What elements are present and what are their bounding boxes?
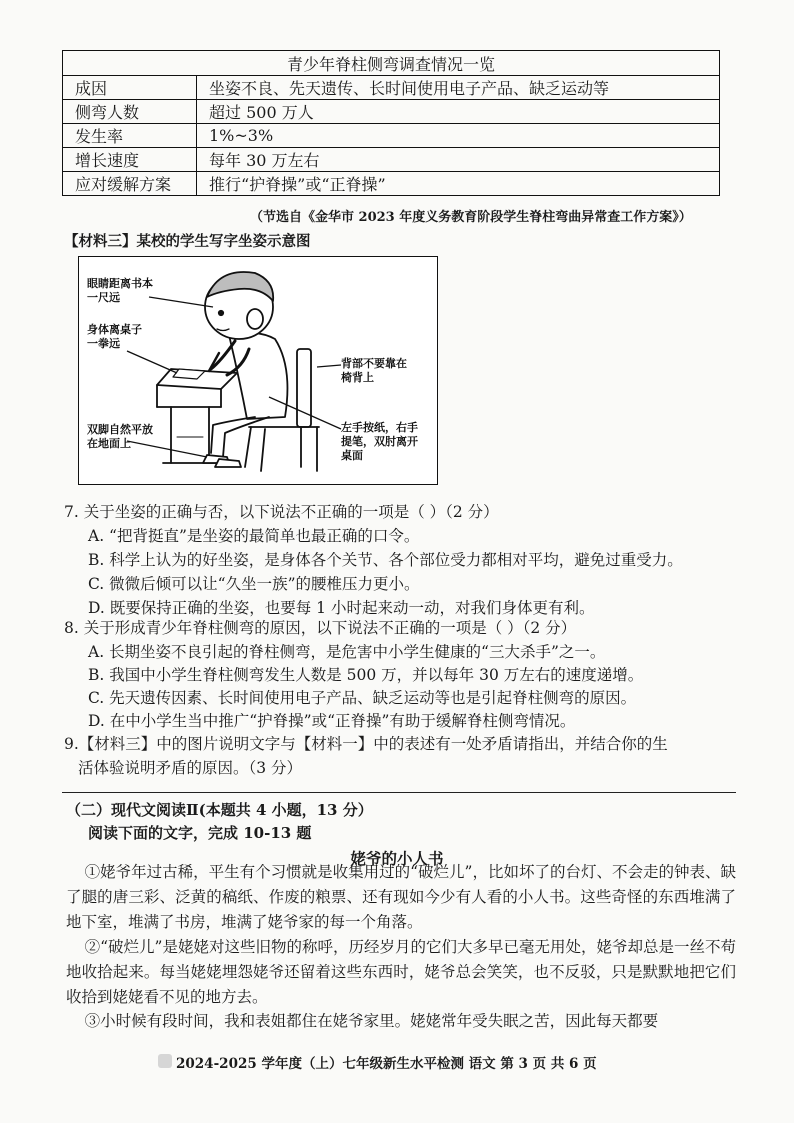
- row-label: 侧弯人数: [63, 100, 197, 124]
- table-header-row: [63, 51, 720, 76]
- story-paragraph-3: ③小时候有段时间，我和表姐都住在姥爷家里。姥姥常年受失眠之苦，因此每天都要: [84, 1012, 659, 1030]
- question-8-option-a: A. 长期坐姿不良引起的脊柱侧弯，是危害中小学生健康的“三大杀手”之一。: [88, 643, 606, 661]
- row-value: 超过 500 万人: [197, 100, 720, 124]
- question-9-stem-line2: 活体验说明矛盾的原因。（3 分）: [78, 759, 303, 777]
- row-label: 应对缓解方案: [63, 172, 197, 196]
- table-row: [63, 100, 720, 124]
- story-title: 姥爷的小人书: [350, 849, 444, 868]
- question-9-stem-line1: 9.【材料三】中的图片说明文字与【材料一】中的表述有一处矛盾请指出，并结合你的生: [64, 735, 668, 753]
- table-row: [63, 148, 720, 172]
- row-label: 成因: [63, 76, 197, 100]
- question-7-stem: 7. 关于坐姿的正确与否，以下说法不正确的一项是（ ）（2 分）: [64, 503, 499, 521]
- section-divider: [62, 792, 736, 793]
- question-8-option-d: D. 在中小学生当中推广“护脊操”或“正脊操”有助于缓解脊柱侧弯情况。: [88, 712, 576, 730]
- page-footer: 2024-2025 学年度（上）七年级新生水平检测 语文 第 3 页 共 6 页: [176, 1056, 597, 1072]
- question-7-option-a: A. “把背挺直”是坐姿的最简单也最正确的口令。: [88, 527, 420, 545]
- table-title: 青少年脊柱侧弯调查情况一览: [63, 51, 720, 76]
- story-paragraph-2: ②“破烂儿”是姥姥对这些旧物的称呼，历经岁月的它们大多早已毫无用处，姥爷却总是一丝不苟地收拾起来。每当姥姥埋怨姥爷还留着这些东西时，姥爷总会笑笑，也不反驳，只是默默地把它们收拾到姥姥看不见的地方去。: [66, 938, 736, 1006]
- survey-table: [62, 50, 720, 196]
- section2-instruction: 阅读下面的文字，完成 10-13 题: [88, 824, 312, 842]
- question-8-stem: 8. 关于形成青少年脊柱侧弯的原因，以下说法不正确的一项是（ ）（2 分）: [64, 619, 577, 637]
- story-paragraph-1: ①姥爷年过古稀，平生有个习惯就是收集用过的“破烂儿”，比如坏了的台灯、不会走的钟表、缺了腿的唐三彩、泛黄的稿纸、作废的粮票、还有现如今少有人看的小人书。这些奇怪的东西堆满了地下室，堆满了书房，堆满了姥爷家的每一个角落。: [66, 863, 736, 931]
- table-row: [63, 76, 720, 100]
- row-label: 增长速度: [63, 148, 197, 172]
- row-value: 每年 30 万左右: [197, 148, 720, 172]
- question-8-option-c: C. 先天遗传因素、长时间使用电子产品、缺乏运动等也是引起脊柱侧弯的原因。: [88, 689, 637, 707]
- body-distance-label: 身体离桌子一拳远: [87, 323, 142, 350]
- back-label: 背部不要靠在椅背上: [341, 357, 407, 384]
- footer-mark: [158, 1054, 172, 1068]
- question-7-option-c: C. 微微后倾可以让“久坐一族”的腰椎压力更小。: [88, 575, 420, 593]
- feet-label: 双脚自然平放在地面上: [87, 423, 153, 450]
- eye-distance-label: 眼睛距离书本一尺远: [87, 277, 153, 304]
- hands-label: 左手按纸，右手提笔，双肘离开桌面: [341, 421, 418, 462]
- table-row: [63, 172, 720, 196]
- row-value: 推行“护脊操”或“正脊操”: [197, 172, 720, 196]
- table-row: [63, 124, 720, 148]
- table-source: （节选自《金华市 2023 年度义务教育阶段学生脊柱弯曲异常查工作方案》）: [250, 210, 692, 225]
- row-value: 坐姿不良、先天遗传、长时间使用电子产品、缺乏运动等: [197, 76, 720, 100]
- question-7-option-b: B. 科学上认为的好坐姿，是身体各个关节、各个部位受力都相对平均，避免过重受力。: [88, 551, 683, 569]
- row-label: 发生率: [63, 124, 197, 148]
- section2-heading: （二）现代文阅读Ⅱ(本题共 4 小题，13 分）: [66, 801, 373, 819]
- posture-figure: [78, 256, 438, 485]
- question-7-option-d: D. 既要保持正确的坐姿，也要每 1 小时起来动一动，对我们身体更有利。: [88, 599, 595, 617]
- question-8-option-b: B. 我国中小学生脊柱侧弯发生人数是 500 万，并以每年 30 万左右的速度递增。: [88, 666, 644, 684]
- row-value: 1%~3%: [197, 124, 720, 148]
- material3-heading: 【材料三】某校的学生写字坐姿示意图: [64, 233, 311, 250]
